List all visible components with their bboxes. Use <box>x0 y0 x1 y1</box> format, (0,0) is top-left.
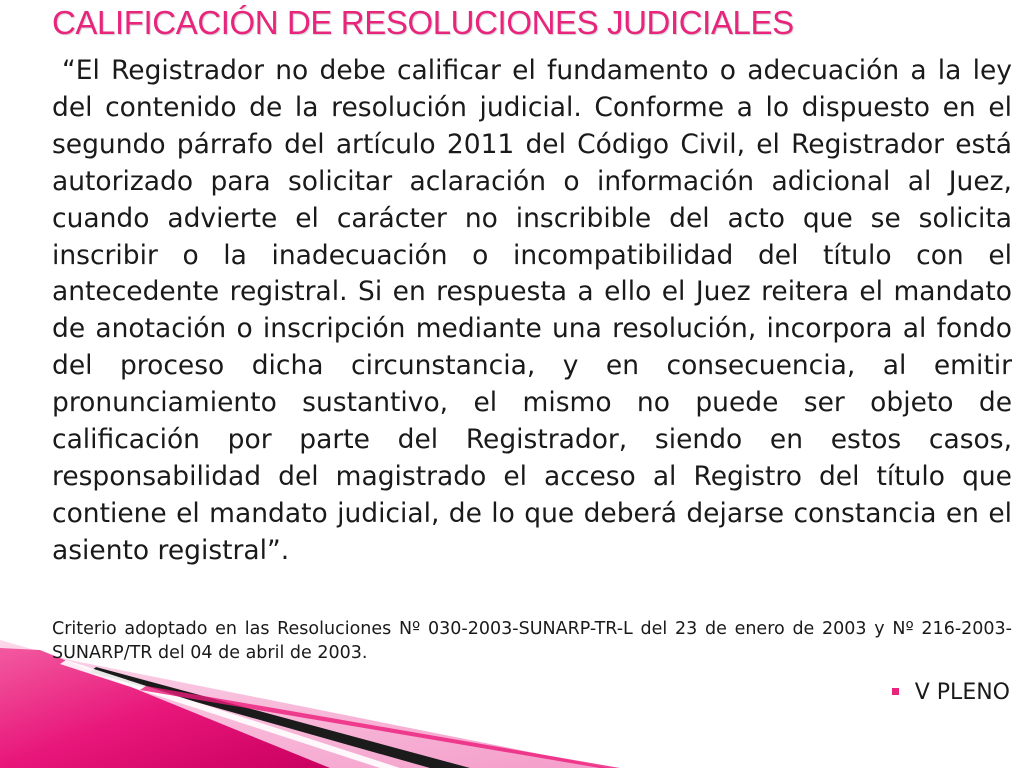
criterio-paragraph: Criterio adoptado en las Resoluciones Nº 030-2003-SUNARP-TR-L del 23 de enero de 2003 y Nº 216-2003-SUNARP/TR del 04 de abril de 2003. <box>52 619 1012 663</box>
bullet-label: V PLENO <box>914 680 1010 705</box>
quote-paragraph: “El Registrador no debe calificar el fundamento o adecuación a la ley del contenido de la resolución judicial. Conforme a lo dispuesto en el segundo párrafo del artículo 2011 del Código Civil, el Registrador está autorizado para solicitar aclaración o información adicional al Juez, cuando advierte el carácter no inscribible del acto que se solicita inscribir o la inadecuación o incompatibilidad del título con el antecedente registral. Si en respuesta a ello el Juez reitera el mandato de anotación o inscripción mediante una resolución, incorpora al fondo del proceso dicha circunstancia, y en consecuencia, al emitir pronunciamiento sustantivo, el mismo no puede ser objeto de calificación por parte del Registrador, siendo en estos casos, responsabilidad del magistrado el acceso al Registro del título que contiene el mandato judicial, de lo que deberá dejarse constancia en el asiento registral”. <box>52 55 1012 566</box>
slide-title: CALIFICACIÓN DE RESOLUCIONES JUDICIALES <box>52 4 794 41</box>
square-bullet-icon <box>892 688 899 695</box>
bullet-item-pleno <box>892 678 1010 708</box>
